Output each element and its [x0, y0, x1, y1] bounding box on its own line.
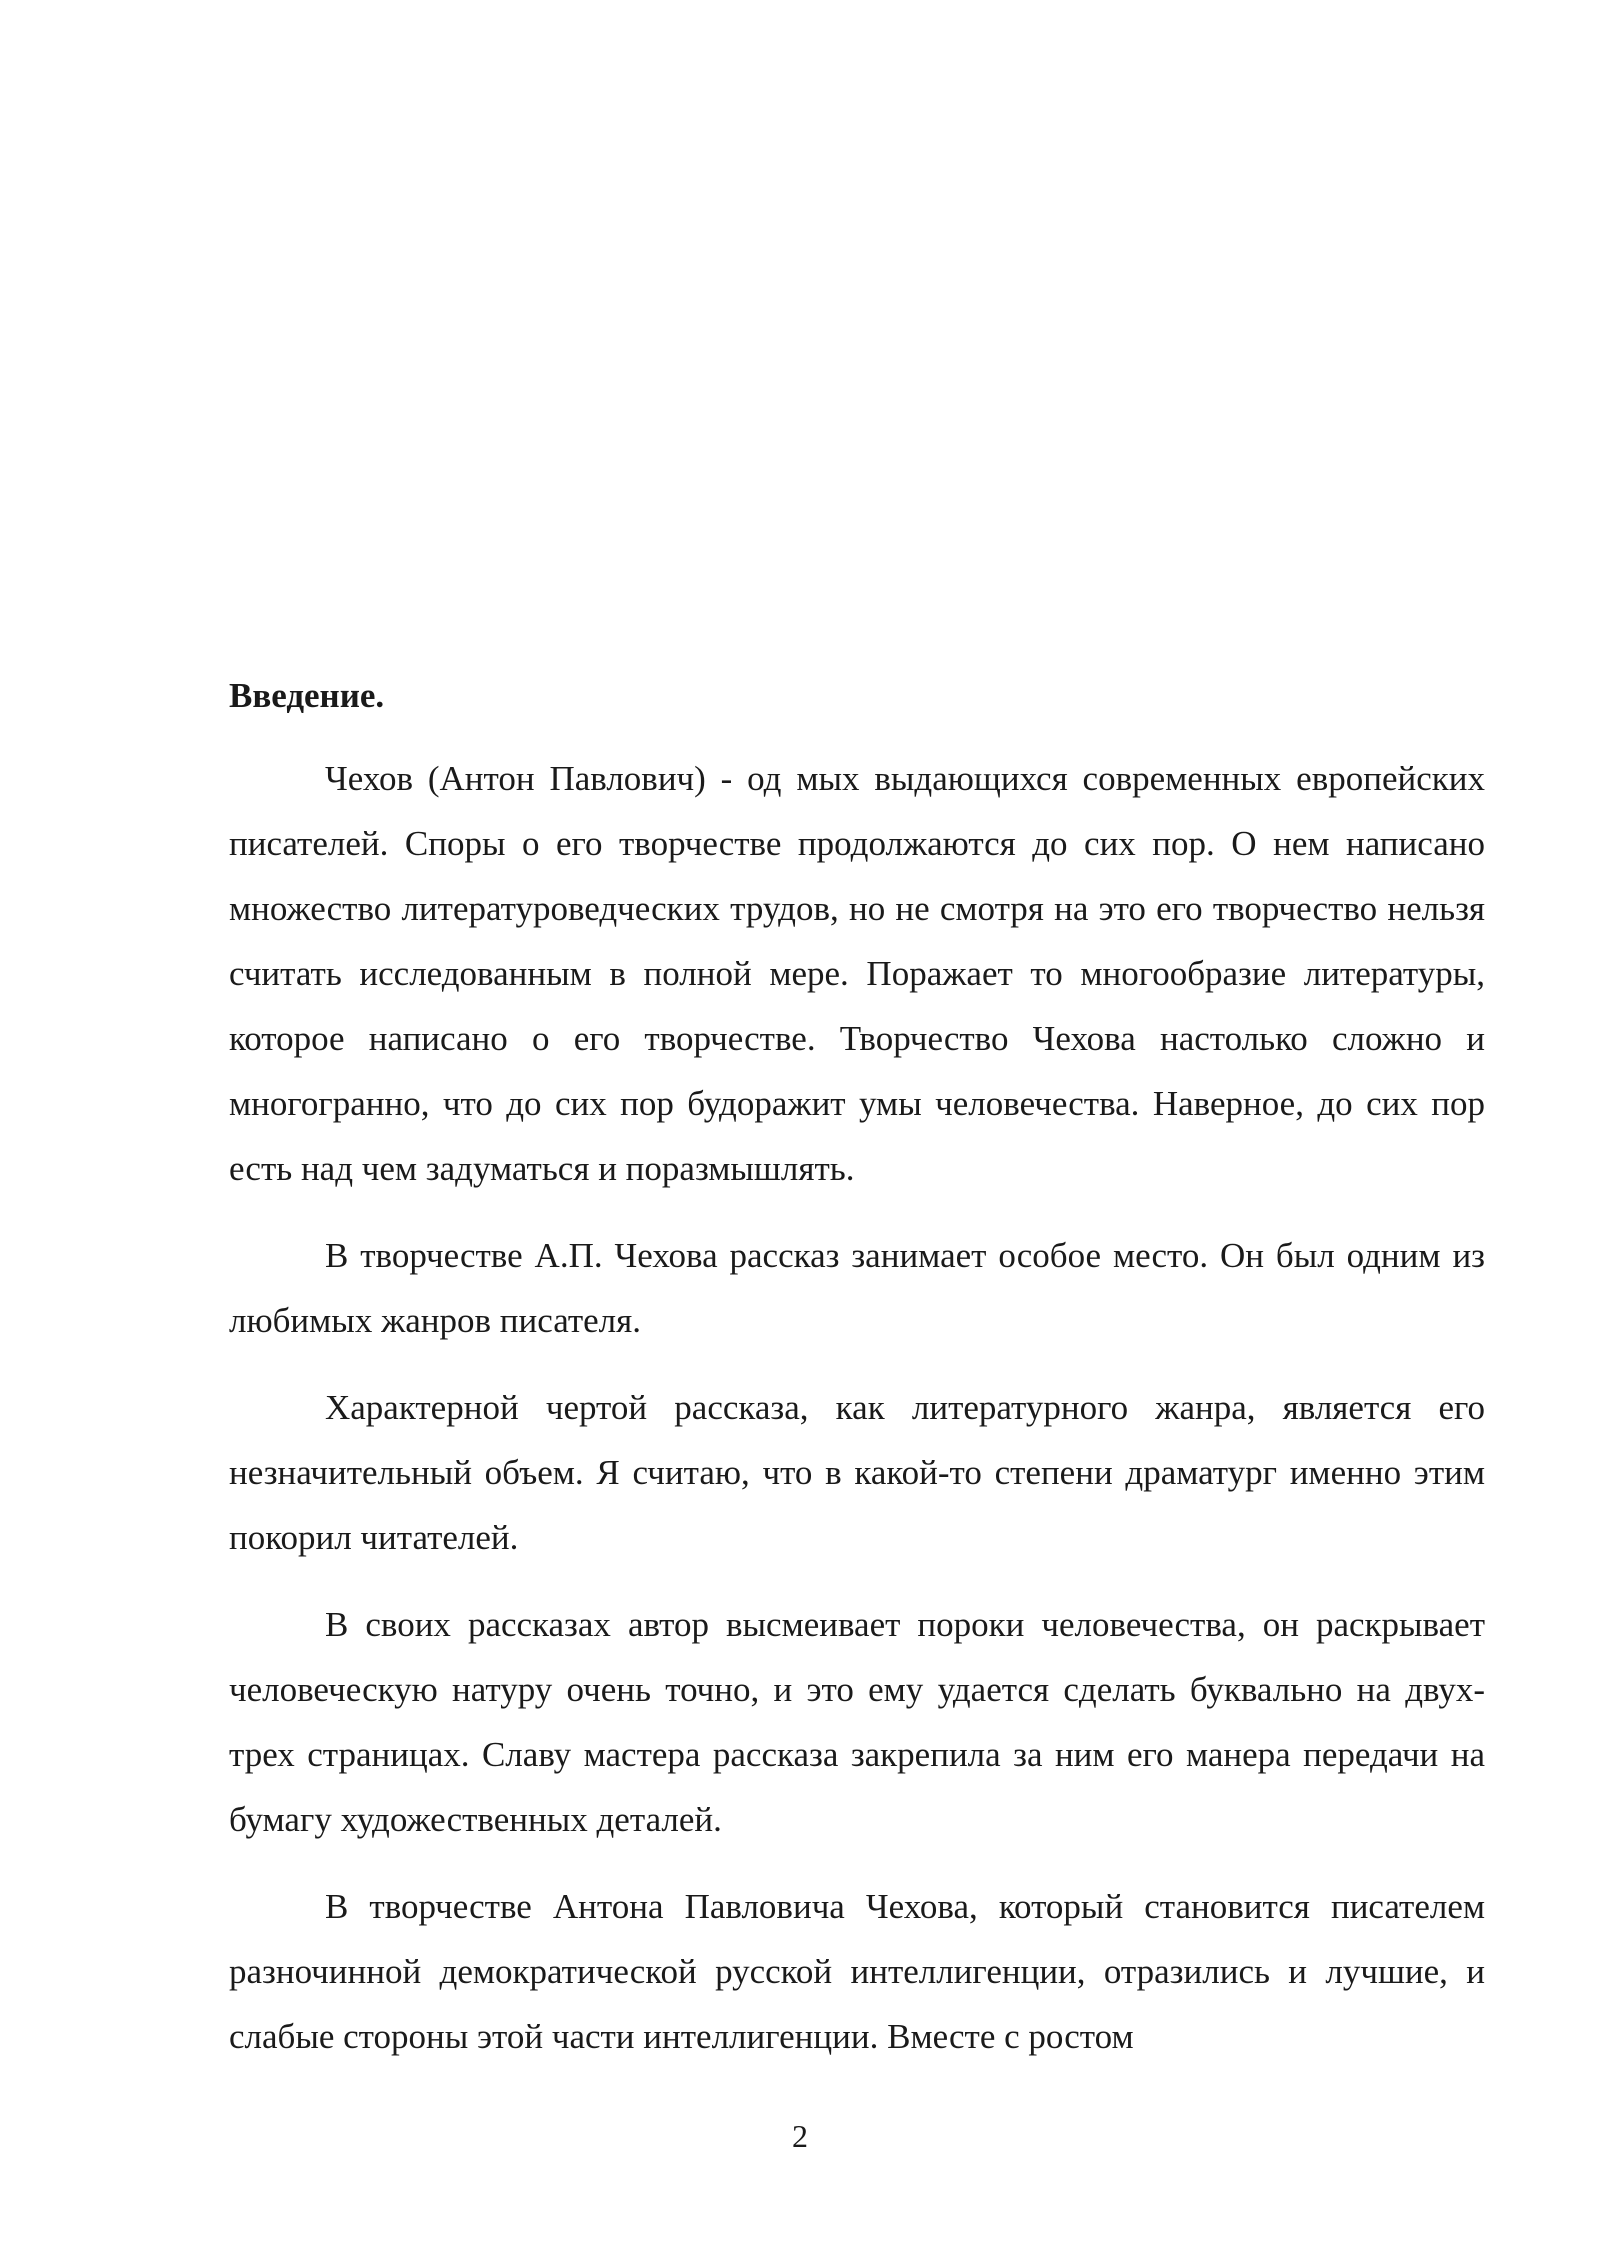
paragraph-4: В своих рассказах автор высмеивает пороки человечества, он раскрывает человеческую натуру очень точно, и это ему удается сделать буквально на двух-трех страницах. Славу мастера рассказа закрепила за ним его манера передачи на бумагу художественных деталей. — [229, 1605, 1485, 1839]
paragraph-3: Характерной чертой рассказа, как литературного жанра, является его незначительный объем. Я считаю, что в какой-то степени драматург именно этим покорил читателей. — [229, 1388, 1485, 1557]
section-heading: Введение. — [229, 676, 385, 715]
paragraph-1: Чехов (Антон Павлович) - од мых выдающихся современных европейских писателей. Споры о его творчестве продолжаются до сих пор. О нем написано множество литературоведческих трудов, но не смотря на это его творчество нельзя считать исследованным в полной мере. Поражает то многообразие литературы, которое написано о его творчестве. Творчество Чехова настолько сложно и многогранно, что до сих пор будоражит умы человечества. Наверное, до сих пор есть над чем задуматься и поразмышлять. — [229, 759, 1485, 1188]
paragraph-5: В творчестве Антона Павловича Чехова, который становится писателем разночинной демократической русской интеллигенции, отразились и лучшие, и слабые стороны этой части интеллигенции. Вместе с ростом — [229, 1887, 1485, 2056]
document-body — [229, 660, 1485, 2091]
page-number: 2 — [792, 2118, 808, 2154]
paragraph-2: В творчестве А.П. Чехова рассказ занимает особое место. Он был одним из любимых жанров писателя. — [229, 1236, 1485, 1340]
